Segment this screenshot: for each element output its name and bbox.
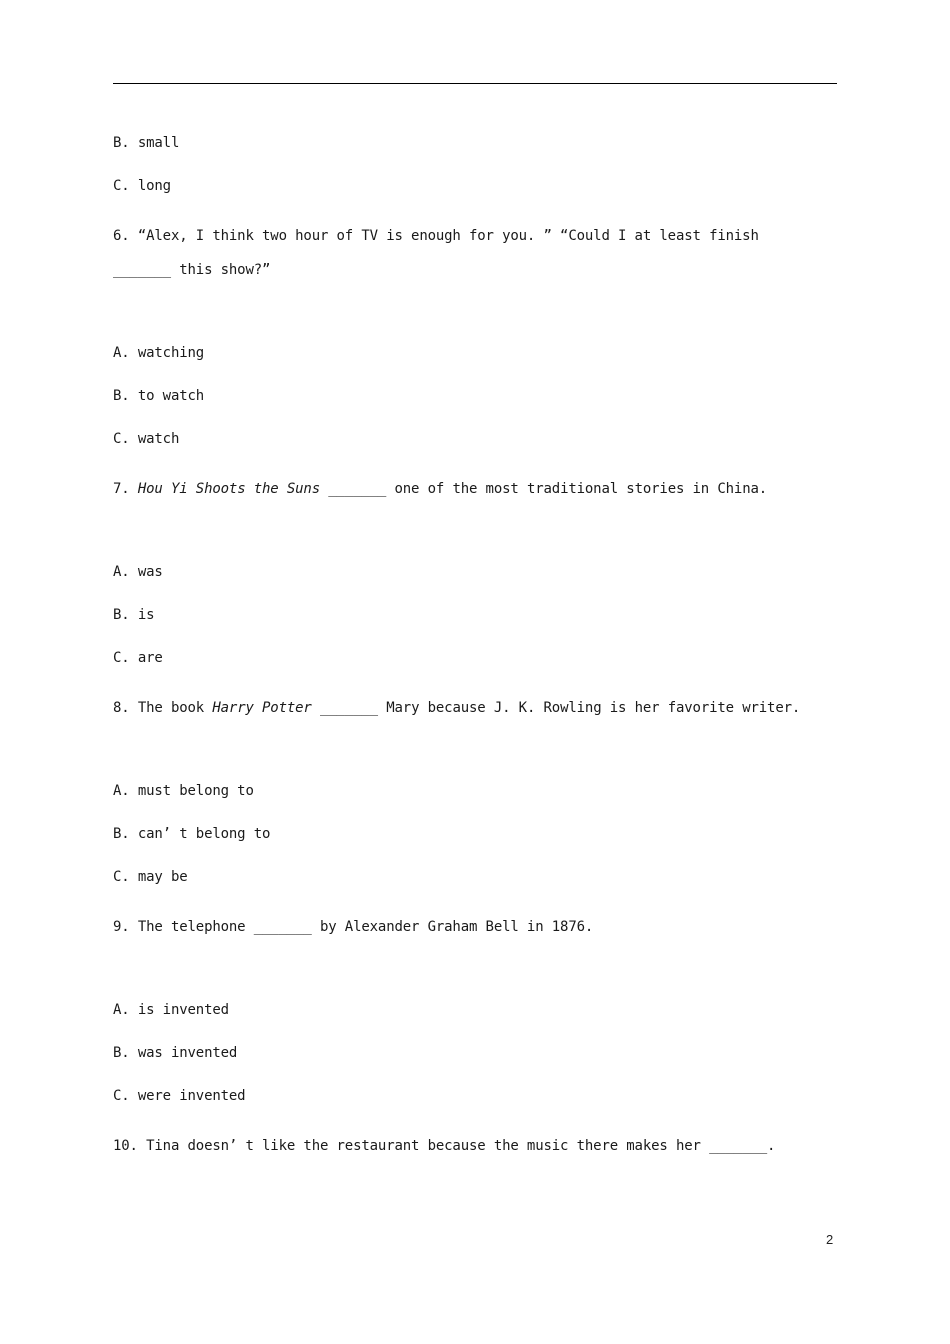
q8-option-c: C. may be [113,869,188,885]
q7-stem [113,479,767,499]
q8-stem-rest: _______ Mary because J. K. Rowling is her favorite writer. [311,700,801,716]
q7-option-a: A. was [113,564,163,580]
q8-option-b: B. can’ t belong to [113,826,271,842]
q7-option-b: B. is [113,607,155,623]
q5-option-c: C. long [113,178,171,194]
q8-stem [113,698,800,718]
q7-story-title: Hou Yi Shoots the Suns [137,481,320,497]
q9-option-c: C. were invented [113,1088,246,1104]
q6-option-c: C. watch [113,431,180,447]
q6-option-b: B. to watch [113,388,205,404]
page-number: 2 [826,1232,834,1247]
q8-option-a: A. must belong to [113,783,254,799]
q5-option-b: B. small [113,135,180,151]
q6-stem-line1: 6. “Alex, I think two hour of TV is enough for you. ” “Could I at least finish [113,228,759,244]
q6-stem-line2: _______ this show?” [113,262,271,278]
q9-option-b: B. was invented [113,1045,238,1061]
header-rule [113,83,837,84]
q7-stem-rest: _______ one of the most traditional stories in China. [319,481,768,497]
q8-prefix: 8. The book [113,700,213,716]
q9-option-a: A. is invented [113,1002,229,1018]
q7-number: 7. [113,481,138,497]
q7-option-c: C. are [113,650,163,666]
q9-stem: 9. The telephone _______ by Alexander Graham Bell in 1876. [113,919,594,935]
q6-option-a: A. watching [113,345,205,361]
q10-stem: 10. Tina doesn’ t like the restaurant because the music there makes her _______. [113,1138,776,1154]
q8-book-title: Harry Potter [212,700,312,716]
